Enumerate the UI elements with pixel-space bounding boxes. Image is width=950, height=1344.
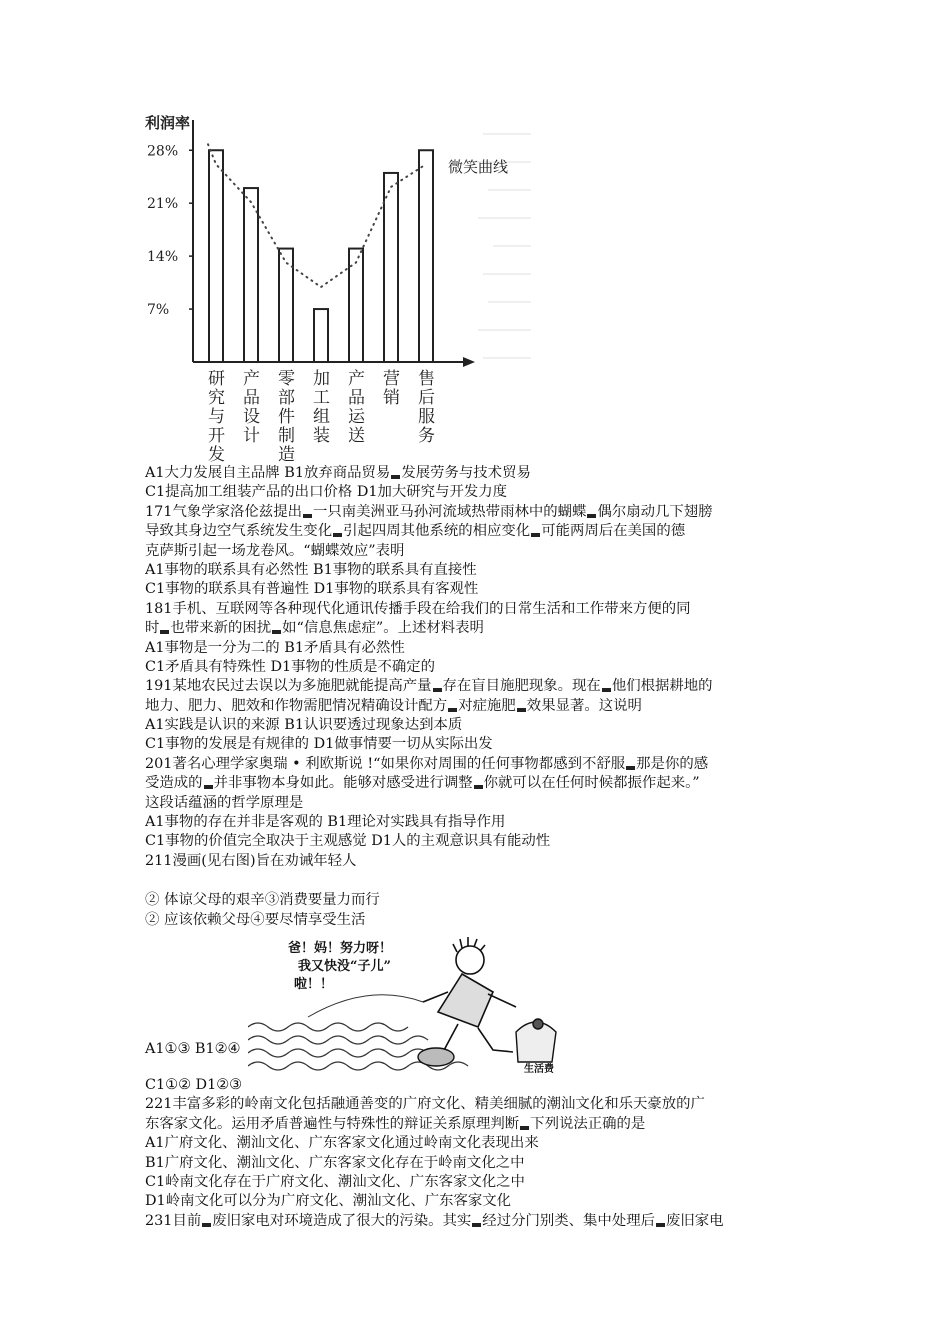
text-line xyxy=(145,677,825,696)
text-line xyxy=(145,1212,825,1231)
x-category-label: 品 xyxy=(243,388,260,408)
text-line xyxy=(145,794,825,813)
x-category-label: 加 xyxy=(313,369,330,389)
text-line-content: 221丰富多彩的岭南文化包括融通善变的广府文化、精美细腻的潮汕文化和乐天豪放的广 xyxy=(145,1096,705,1113)
text-line xyxy=(145,1173,825,1192)
text-line-content: 克萨斯引起一场龙卷风。“蝴蝶效应”表明 xyxy=(145,542,405,559)
text-line-content: 211漫画(见右图)旨在劝诫年轻人 xyxy=(145,852,357,869)
text-line-content: 时 也带来新的困扰 如“信息焦虑症”。上述材料表明 xyxy=(145,620,484,637)
text-line xyxy=(145,580,825,599)
text-line-content: 这段话蕴涵的哲学原理是 xyxy=(145,794,304,811)
blank-mark xyxy=(656,1223,665,1227)
blank-mark xyxy=(204,785,213,789)
chart-ylabel: 利润率 xyxy=(145,114,191,132)
y-tick-label: 14% xyxy=(147,249,179,266)
x-category-label: 运 xyxy=(348,407,365,427)
comic-bubble-3: 啦！！ xyxy=(294,976,334,992)
text-line-content: 地力、肥力、肥效和作物需肥情况精确设计配方 对症施肥 效果显著。这说明 xyxy=(145,697,642,714)
text-line-content: A1事物是一分为二的 B1矛盾具有必然性 xyxy=(145,639,405,656)
y-tick-label: 7% xyxy=(147,302,170,319)
text-line xyxy=(145,697,825,716)
text-line xyxy=(145,522,825,541)
text-line xyxy=(145,735,825,754)
text-line-content: C1事物的价值完全取决于主观感觉 D1人的主观意识具有能动性 xyxy=(145,833,551,850)
comic-illustration xyxy=(248,932,568,1074)
blank-mark xyxy=(448,708,457,712)
text-line-content: C1矛盾具有特殊性 D1事物的性质是不确定的 xyxy=(145,658,436,675)
text-line xyxy=(145,774,825,793)
text-line-content: 东客家文化。运用矛盾普遍性与特殊性的辩证关系原理判断 下列说法正确的是 xyxy=(145,1115,646,1132)
text-line-content: C1①② D1②③ xyxy=(145,1076,243,1093)
blank-mark xyxy=(433,688,442,692)
text-line xyxy=(145,542,825,561)
comic-option-line-1: ② 体谅父母的艰辛③消费要量力而行 xyxy=(145,892,380,909)
text-line-content: C1岭南文化存在于广府文化、潮汕文化、广东客家文化之中 xyxy=(145,1173,525,1190)
blank-mark xyxy=(520,1126,529,1130)
text-line xyxy=(145,1115,825,1134)
blank-mark xyxy=(602,688,611,692)
comic-bag-label: 生活费 xyxy=(524,1063,554,1074)
x-category-label: 件 xyxy=(278,407,295,427)
x-category-label: 销 xyxy=(383,388,400,408)
text-line-content: 201著名心理学家奥瑞 • 利欧斯说 !“如果你对周围的任何事物都感到不舒服 那是你的感 xyxy=(145,755,709,772)
text-line-content: C1事物的发展是有规律的 D1做事情要一切从实际出发 xyxy=(145,736,493,753)
text-line-content: A1广府文化、潮汕文化、广东客家文化通过岭南文化表现出来 xyxy=(145,1135,539,1152)
blank-mark xyxy=(472,1223,481,1227)
blank-mark xyxy=(272,630,281,634)
x-category-label: 工 xyxy=(313,388,330,408)
x-category-label: 与 xyxy=(208,407,225,427)
blank-mark xyxy=(391,475,400,479)
x-category-label: 发 xyxy=(208,445,225,462)
x-category-label: 计 xyxy=(243,426,260,446)
comic-bubble-1: 爸！妈！努力呀！ xyxy=(288,940,393,956)
blank-mark xyxy=(303,514,312,518)
text-line xyxy=(145,1076,825,1095)
x-category-label: 产 xyxy=(243,369,260,389)
text-line-content: A1大力发展自主品牌 B1放弃商品贸易 发展劳务与技术贸易 xyxy=(145,465,531,481)
x-category-label: 开 xyxy=(208,426,225,446)
x-category-label: 设 xyxy=(243,407,260,427)
question-text xyxy=(145,464,825,1231)
text-line-content: 导致其身边空气系统发生变化 引起四周其他系统的相应变化 可能两周后在美国的德 xyxy=(145,523,686,540)
x-category-label: 产 xyxy=(348,369,365,389)
text-line xyxy=(145,503,825,522)
x-category-label: 组 xyxy=(313,407,330,427)
text-line-content: 181手机、互联网等各种现代化通讯传播手段在给我们的日常生活和工作带来方便的同 xyxy=(145,600,691,617)
text-line-content: 受造成的 并非事物本身如此。能够对感受进行调整 你就可以在任何时候都振作起来。” xyxy=(145,775,700,792)
text-line xyxy=(145,755,825,774)
x-category-label: 品 xyxy=(348,388,365,408)
bar xyxy=(419,150,433,362)
text-line xyxy=(145,1134,825,1153)
text-line-content: D1岭南文化可以分为广府文化、潮汕文化、广东客家文化 xyxy=(145,1193,512,1210)
x-category-label: 装 xyxy=(313,426,330,446)
bar xyxy=(244,188,258,362)
x-category-label: 售 xyxy=(418,369,435,389)
text-line xyxy=(145,658,825,677)
y-tick-label: 28% xyxy=(147,143,179,160)
blank-mark xyxy=(333,533,342,537)
text-line xyxy=(145,1154,825,1173)
text-line-content: 171气象学家洛伦兹提出 一只南美洲亚马孙河流域热带雨林中的蝴蝶 偶尔扇动几下翅膀 xyxy=(145,503,713,520)
text-line-content: C1提高加工组装产品的出口价格 D1加大研究与开发力度 xyxy=(145,484,508,501)
text-line-content: 231目前 废旧家电对环境造成了很大的污染。其实 经过分门别类、集中处理后 废旧家电 xyxy=(145,1212,724,1229)
comic-answer-line: A1①③ B1②④ xyxy=(145,1040,241,1057)
text-line-content: A1事物的联系具有必然性 B1事物的联系具有直接性 xyxy=(145,561,477,578)
blank-mark xyxy=(626,766,635,770)
text-line-content: C1事物的联系具有普遍性 D1事物的联系具有客观性 xyxy=(145,581,479,598)
comic-area xyxy=(145,930,825,1076)
comic-bubble-2: 我又快没“子儿” xyxy=(298,958,391,974)
text-line xyxy=(145,639,825,658)
x-category-label: 零 xyxy=(278,369,295,389)
text-line xyxy=(145,619,825,638)
x-category-label: 后 xyxy=(418,388,435,408)
text-line xyxy=(145,464,825,483)
x-category-label: 研 xyxy=(208,369,225,389)
text-line-content: 191某地农民过去误以为多施肥就能提高产量 存在盲目施肥现象。现在 他们根据耕地的 xyxy=(145,678,713,695)
text-line xyxy=(145,1192,825,1211)
x-category-label: 究 xyxy=(208,388,225,408)
bar xyxy=(209,150,223,362)
blank-mark xyxy=(160,630,169,634)
blank-mark xyxy=(202,1223,211,1227)
blank-mark xyxy=(474,785,483,789)
text-line xyxy=(145,716,825,735)
blank-mark xyxy=(531,533,540,537)
x-category-label: 造 xyxy=(278,445,295,462)
text-line-content: B1广府文化、潮汕文化、广东客家文化存在于岭南文化之中 xyxy=(145,1154,525,1171)
x-category-label: 营 xyxy=(383,369,400,389)
chart-curve-label: 微笑曲线 xyxy=(448,158,509,176)
x-category-label: 送 xyxy=(348,426,365,446)
text-line xyxy=(145,561,825,580)
text-line xyxy=(145,852,825,871)
bar xyxy=(279,249,293,362)
comic-option-line-2: ② 应该依赖父母④要尽情享受生活 xyxy=(145,911,366,928)
text-line-content: A1实践是认识的来源 B1认识要透过现象达到本质 xyxy=(145,717,463,734)
blank-mark xyxy=(587,514,596,518)
text-line xyxy=(145,483,825,502)
x-category-label: 务 xyxy=(418,426,435,446)
blank-mark xyxy=(517,708,526,712)
bar xyxy=(314,309,328,362)
y-tick-label: 21% xyxy=(147,196,179,213)
text-line xyxy=(145,813,825,832)
text-line xyxy=(145,832,825,851)
x-category-label: 部 xyxy=(278,388,295,408)
x-category-label: 服 xyxy=(418,407,435,427)
text-line-content: A1事物的存在并非是客观的 B1理论对实践具有指导作用 xyxy=(145,814,506,831)
text-line xyxy=(145,1095,825,1114)
x-category-label: 制 xyxy=(278,426,295,446)
text-line xyxy=(145,600,825,619)
bar xyxy=(384,173,398,362)
smile-curve-chart xyxy=(143,112,533,462)
